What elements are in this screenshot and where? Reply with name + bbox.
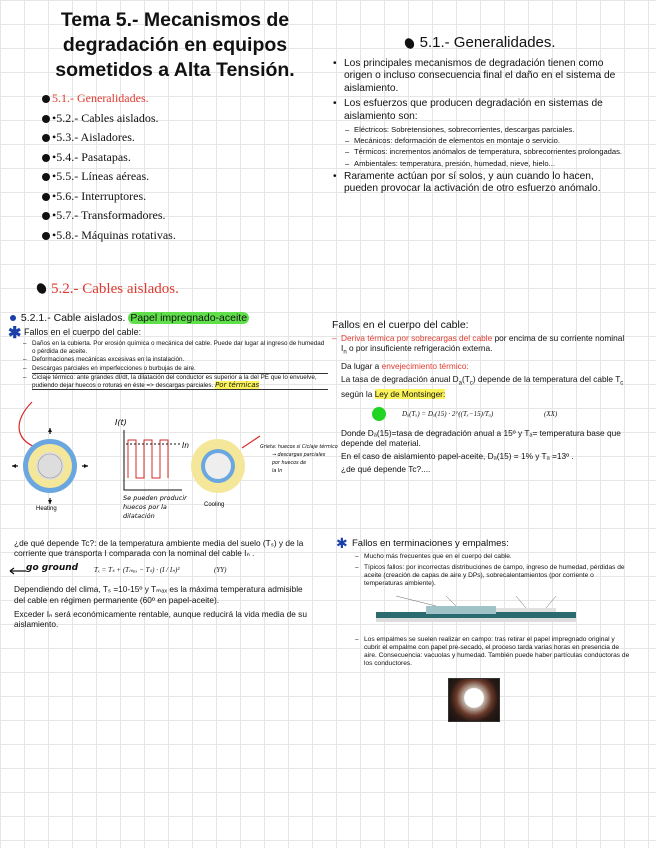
formula-row: Dₐ(Tₓ) = Dₐ(15) · 2^((Tₓ−15)/Tₐ) (XX) (332, 403, 632, 425)
slide-cover (30, 6, 320, 256)
bullet-icon (42, 212, 50, 220)
svg-text:la In: la In (272, 469, 283, 474)
svg-text:In: In (182, 441, 189, 450)
slide-title: ✱ Fallos en terminaciones y empalmes: (336, 535, 509, 551)
bullet-icon (42, 154, 50, 162)
slide-title: 5.2.1.- Cable aislados. Papel impregnado-aceite (10, 312, 328, 324)
slide-empalmes (336, 535, 632, 738)
current-graph (124, 430, 182, 490)
toc-item-generalidades[interactable]: 5.1.- Generalidades. (42, 89, 320, 109)
toc-item[interactable]: •5.6.- Interruptores. (42, 187, 320, 207)
svg-text:Se pueden producir: Se pueden producir (123, 494, 187, 502)
cooling-cable-icon (191, 436, 260, 493)
green-dot-icon (372, 407, 386, 421)
slide-temperatura (14, 538, 314, 629)
paragraph: Dependiendo del clima, Tₛ =10-15º y Tₘₐₓ es la máxima temperatura admisible del cable en régimen permanente (60º en papel-aceite). (14, 584, 303, 605)
table-of-contents (30, 89, 320, 245)
slide-papel-impregnado (8, 312, 338, 522)
heating-label: Heating (36, 506, 57, 512)
bullet-icon (42, 95, 50, 103)
slide-montsinger: Fallos en el cuerpo del cable: – Deriva térmica por sobrecargas del cable por encima de su corriente nominal $I_n$ o por insuficiente refrigeración externa. Da lugar a envejecimiento térmico: La tasa de degradación anual $D_a(T_c)$ depende de la temperatura del cable $T_c$ según la Ley de Montsinger: Dₐ(Tₓ) = Dₐ(15) · 2^((Tₓ−15)/Tₐ) (XX) Donde Dₐ(15)=tasa de degradación anual a 15º y Tₐ= temperatura base que depende del material. En el caso de aislamiento papel-aceite, Dₐ(15) = 1% y Tₐ =13º . ¿de qué depende Tc?.... (332, 320, 632, 500)
svg-text:huecos por la: huecos por la (123, 503, 167, 511)
bullet-icon (42, 134, 50, 142)
svg-text:por huecos de: por huecos de (272, 461, 307, 466)
slide-title: 5.1.- Generalidades. (330, 34, 630, 51)
page-title: Tema 5.- Mecanismos de degradación en equipos sometidos a Alta Tensión. (55, 9, 295, 81)
paragraph: ¿de qué depende Tc?: de la temperatura ambiente media del suelo (Tₛ) y de la corriente que transporta I comparada con la nominal del cable Iₙ . (14, 538, 304, 559)
bullet-icon (35, 282, 48, 296)
sub-item: – Mecánicos: deformación de elementos en montaje o servicio. (354, 136, 630, 145)
splice-diagram (376, 594, 576, 628)
cooling-label: Cooling (204, 502, 225, 508)
hand-idt: I(t) (115, 418, 127, 427)
toc-item[interactable]: •5.3.- Aisladores. (42, 128, 320, 148)
bullet-icon (42, 232, 50, 240)
failure-item: – Típicos fallos: por incorrectas distribuciones de campo, ingreso de humedad, pérdidas de aceite (creación de capas de aire y DPs), sobrecalentamientos (por corriente o temperaturas ambiente). (364, 564, 632, 588)
bullet-text: • Raramente actúan por sí solos, y aun cuando lo hacen, pueden provocar la activación de otro esfuerzo anómalo. (344, 171, 630, 196)
failure-item: – Ciclaje térmico: ante grandes dI/dt, la dilatación del conductor es superior a la del PE que lo envuelve, pudiendo dejar huecos o roturas en éste => descargas parciales. Por térmicas (32, 373, 328, 390)
failure-item: – Los empalmes se suelen realizar en campo: tras retirar el papel impregnado original y cubrir el empalme con papel pre-secado, el proceso tarda varias horas en presencia de aire. Consecuencia: vacuolas y humedad. También puede haber partículas conductoras de los conductores. (364, 636, 632, 668)
asterisk-icon: ✱ (8, 325, 22, 342)
failure-item: – Descargas parciales en imperfecciones o burbujas de aire. (32, 365, 328, 373)
svg-text:Grieta: huecos si Ciclaje térm: Grieta: huecos si Ciclaje térmico (260, 445, 338, 450)
highlight-papel: Papel impregnado-aceite (130, 312, 248, 324)
toc-item[interactable]: •5.5.- Líneas aéreas. (42, 167, 320, 187)
bullet-text: • Los esfuerzos que producen degradación en sistemas de aislamiento son: – Eléctricos: Sobretensiones, sobrecorrientes, descargas parciales. – Mecánicos: deformación de elementos en montaje o servicio. – Térmicos: incrementos anómalos de temperatura, sobrecorrientes prolongadas. – Ambientales: temperatura, presión, humedad, nieve, hielo... (344, 98, 630, 168)
toc-item[interactable]: •5.2.- Cables aislados. (42, 109, 320, 129)
bullet-text: • Los principales mecanismos de degradación tienen como origen o incluso consecuencia final el daño en el sistema de aislamiento. (344, 58, 630, 95)
splice-photo (448, 678, 500, 722)
subtitle: ✱ Fallos en el cuerpo del cable: (8, 325, 142, 342)
toc-item[interactable]: •5.4.- Pasatapas. (42, 148, 320, 168)
bullet-icon (42, 193, 50, 201)
arrow-icon (8, 566, 28, 576)
failure-item: – Daños en la cubierta. Por erosión química o mecánica del cable. Puede dar lugar al ingreso de humedad o pérdida de aceite. (32, 340, 328, 355)
slide-section-title: 5.2.- Cables aislados. (36, 280, 326, 298)
slide-title: Fallos en el cuerpo del cable: (332, 319, 469, 331)
bullet-icon (403, 36, 416, 50)
failure-item: – Mucho más frecuentes que en el cuerpo del cable. (364, 553, 632, 561)
bullet-icon (42, 173, 50, 181)
svg-text:→ descargas parciales: → descargas parciales (272, 453, 326, 458)
formula-row: go ground Tₓ = Tₛ + (Tₘₐₓ − Tₛ) · (I / Iₙ)² (YY) (14, 562, 314, 580)
slide-generalidades (330, 34, 630, 254)
toc-item[interactable]: •5.8.- Máquinas rotativas. (42, 226, 320, 246)
thermal-cycle-diagram (10, 408, 338, 523)
sub-item: – Ambientales: temperatura, presión, humedad, nieve, hielo... (354, 159, 630, 168)
bullet-icon (42, 115, 50, 123)
bullet-icon (10, 315, 16, 321)
sub-item: – Térmicos: incrementos anómalos de temperatura, sobrecorrientes prolongadas. (354, 147, 630, 156)
asterisk-icon: ✱ (336, 535, 348, 551)
failure-item: – Deformaciones mecánicas excesivas en la instalación. (32, 356, 328, 364)
svg-text:dilatación: dilatación (123, 512, 155, 520)
toc-item[interactable]: •5.7.- Transformadores. (42, 206, 320, 226)
sub-item: – Eléctricos: Sobretensiones, sobrecorrientes, descargas parciales. (354, 125, 630, 134)
handwritten-highlight: Por térmicas (215, 380, 260, 389)
paragraph: Exceder Iₙ será económicamente rentable, aunque reducirá la vida media de su aislamiento. (14, 608, 307, 630)
